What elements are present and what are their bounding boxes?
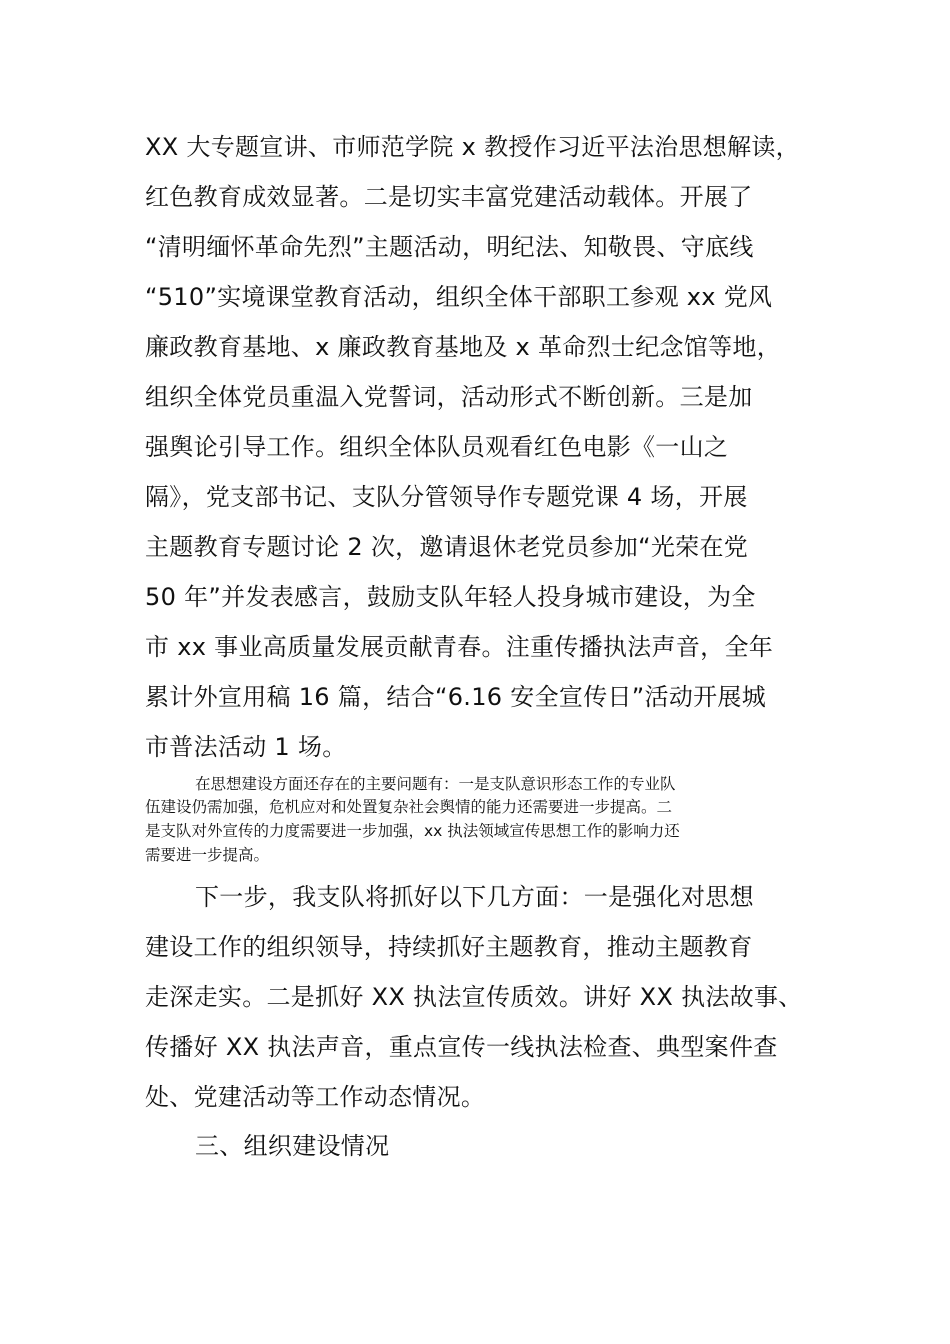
text-line: 廉政教育基地、x 廉政教育基地及 x 革命烈士纪念馆等地， — [145, 333, 781, 361]
text-line: “510”实境课堂教育活动，组织全体干部职工参观 xx 党风 — [145, 283, 773, 311]
text-line: 在思想建设方面还存在的主要问题有：一是支队意识形态工作的专业队 — [195, 775, 676, 793]
text-line: 是支队对外宣传的力度需要进一步加强，xx 执法领域宣传思想工作的影响力还 — [145, 822, 680, 840]
text-line: 处、党建活动等工作动态情况。 — [145, 1083, 486, 1111]
text-line: 组织全体党员重温入党誓词，活动形式不断创新。三是加 — [145, 383, 753, 411]
text-line: 主题教育专题讨论 2 次，邀请退休老党员参加“光荣在党 — [145, 533, 749, 561]
text-line: 强舆论引导工作。组织全体队员观看红色电影《一山之 — [145, 433, 729, 461]
text-line: XX 大专题宣讲、市师范学院 x 教授作习近平法治思想解读， — [145, 133, 800, 161]
text-line: 伍建设仍需加强，危机应对和处置复杂社会舆情的能力还需要进一步提高。二 — [145, 798, 673, 816]
text-line: 隔》，党支部书记、支队分管领导作专题党课 4 场，开展 — [145, 483, 748, 511]
text-line: 市 xx 事业高质量发展贡献青春。注重传播执法声音，全年 — [145, 633, 774, 661]
text-line: “清明缅怀革命先烈”主题活动，明纪法、知敬畏、守底线 — [145, 233, 754, 261]
text-line: 走深走实。二是抓好 XX 执法宣传质效。讲好 XX 执法故事、 — [145, 983, 803, 1011]
text-line: 下一步，我支队将抓好以下几方面：一是强化对思想 — [195, 883, 754, 911]
text-line: 50 年”并发表感言，鼓励支队年轻人投身城市建设，为全 — [145, 583, 756, 611]
text-line: 需要进一步提高。 — [145, 846, 270, 864]
text-line: 建设工作的组织领导，持续抓好主题教育，推动主题教育 — [145, 933, 753, 961]
text-line: 传播好 XX 执法声音，重点宣传一线执法检查、典型案件查 — [145, 1033, 778, 1061]
text-line: 市普法活动 1 场。 — [145, 733, 347, 761]
text-line: 红色教育成效显著。二是切实丰富党建活动载体。开展了 — [145, 183, 753, 211]
section-heading: 三、组织建设情况 — [195, 1132, 390, 1160]
text-line: 累计外宣用稿 16 篇，结合“6.16 安全宣传日”活动开展城 — [145, 683, 767, 711]
